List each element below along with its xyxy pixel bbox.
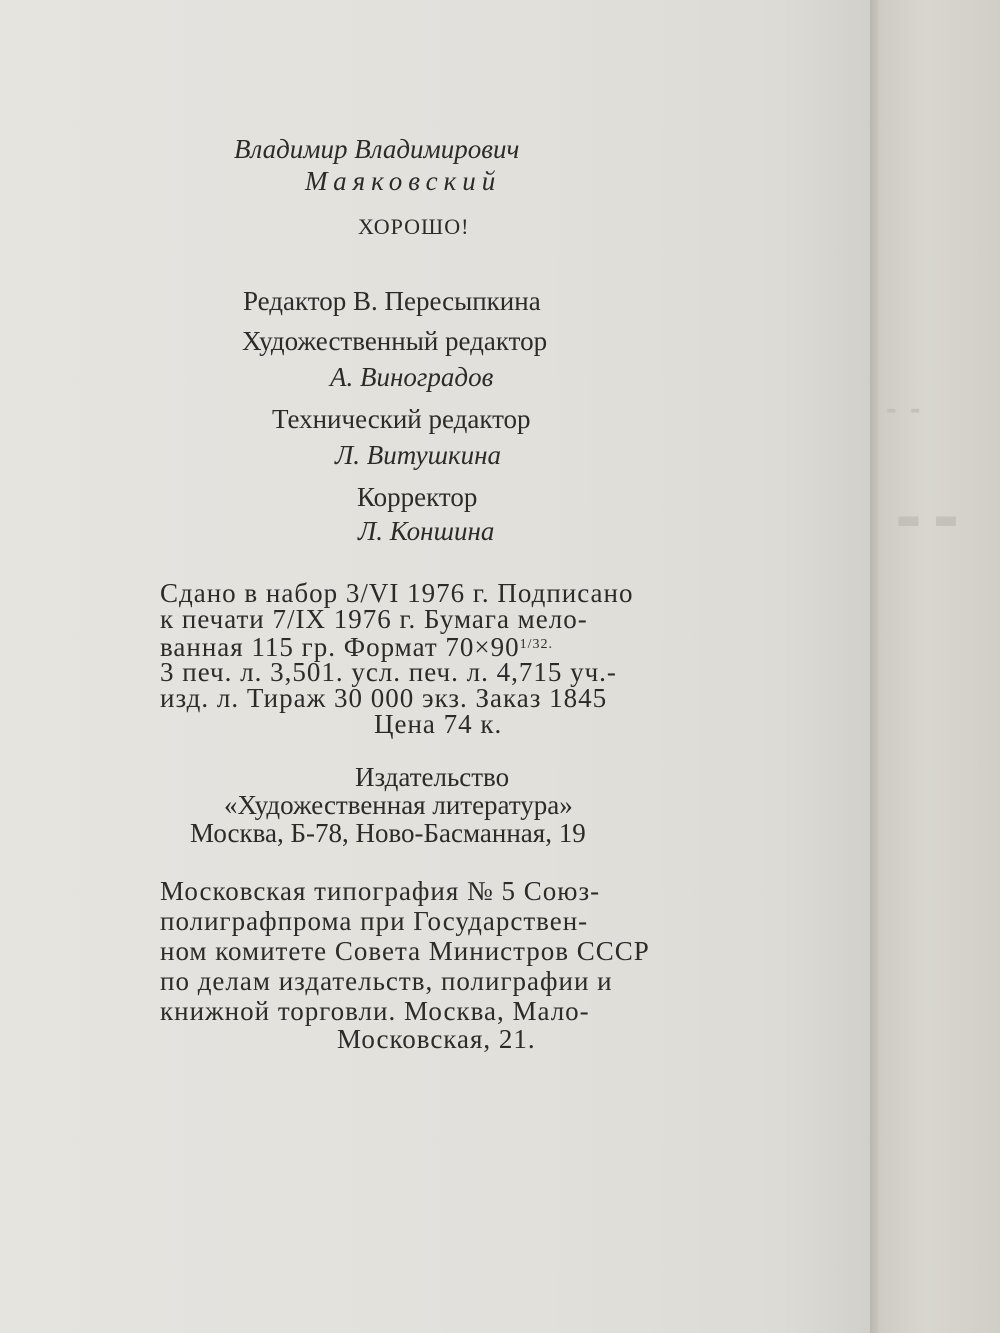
tech-editor-role: Технический редактор	[272, 404, 531, 434]
publisher-name: «Художественная литература»	[224, 790, 573, 820]
book-title: ХОРОШО!	[358, 214, 470, 239]
proofreader-role: Корректор	[357, 482, 478, 512]
printer-line: Московская, 21.	[337, 1024, 536, 1054]
printer-line: книжной торговли. Москва, Мало-	[160, 996, 590, 1026]
publisher-address: Москва, Б-78, Ново-Басманная, 19	[190, 818, 586, 848]
editor-credit: Редактор В. Пересыпкина	[243, 286, 541, 316]
author-name-line2: Маяковский	[305, 166, 502, 196]
bleed-through-mark: ‐ ‐	[886, 395, 923, 425]
printer-line: Московская типография № 5 Союз-	[160, 876, 601, 906]
tech-editor-name: Л. Витушкина	[335, 440, 501, 470]
art-editor-role: Художественный редактор	[242, 326, 548, 356]
imprint-format-text: ванная 115 гр. Формат 70×90	[160, 632, 520, 662]
printer-line: по делам издательств, полиграфии и	[160, 966, 613, 996]
imprint-price: Цена 74 к.	[374, 709, 503, 739]
printer-line: полиграфпрома при Государствен-	[160, 906, 589, 936]
proofreader-name: Л. Коншина	[358, 516, 495, 546]
publisher-label: Издательство	[355, 762, 510, 792]
imprint-line: к печати 7/IX 1976 г. Бумага мело-	[160, 604, 588, 634]
imprint-line: 3 печ. л. 3,501. усл. печ. л. 4,715 уч.-	[160, 657, 617, 687]
author-name-line1: Владимир Владимирович	[234, 134, 520, 164]
adjacent-page	[876, 0, 1000, 1333]
imprint-line: изд. л. Тираж 30 000 экз. Заказ 1845	[160, 683, 608, 713]
imprint-line: Сдано в набор 3/VI 1976 г. Подписано	[160, 578, 634, 608]
imprint-format-fraction: 1/32.	[519, 637, 554, 652]
printer-line: ном комитете Совета Министров СССР	[160, 936, 650, 966]
bleed-through-mark: ▬ ▬	[896, 505, 961, 535]
art-editor-name: А. Виноградов	[330, 362, 494, 392]
